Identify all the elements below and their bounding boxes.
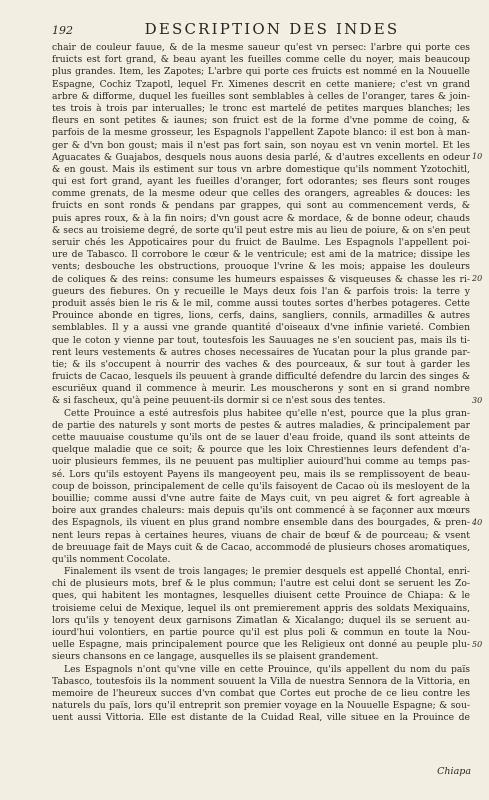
text-line: Les Espagnols n'ont qu'vne ville en cette Prouince, qu'ils appellent du nom du païs <box>64 663 470 675</box>
text-line: seruir chés les Appoticaires pour du fruict de Baulme. Les Espagnols l'appellent poi- <box>52 237 470 248</box>
text-line: Cette Prouince a esté autresfois plus habitee qu'elle n'est, pource que la plus gran- <box>64 407 470 419</box>
text-line: uoir plusieurs femmes, ils ne peuuent pas multiplier auiourd'hui comme au temps pas- <box>52 456 470 468</box>
text-line: des Espagnols, ils viuent en plus grand nombre ensemble dans des bourgades, & pren- <box>52 517 470 529</box>
text-line: memoire de l'heureux succes d'vn combat que Cortes eut proche de ce lieu contre les <box>52 687 470 699</box>
text-line: chair de couleur fauue, & de la mesme saueur qu'est vn persec: l'arbre qui porte ces <box>52 42 470 53</box>
text-line: ger & d'vn bon goust; mais il n'est pas fort sain, son noyau est vn venin mortel. Et les <box>52 139 470 151</box>
text-line: fruicts de Cacao, lesquels ils peuuent à grande difficulté defendre du larcin des singes & <box>52 371 470 383</box>
text-line: Tabasco, toutesfois ils la nomment souuent la Villa de nuestra Sennora de la Vittoria, en <box>52 675 470 687</box>
text-line: & si fascheux, qu'à peine peuuent-ils dormir si ce n'est sous des tentes. <box>52 395 386 407</box>
page-header <box>52 20 472 40</box>
text-line: & secs au troisieme degré, de sorte qu'il peut estre mis au lieu de poiure, & on s'en peut <box>52 224 470 236</box>
text-line: ure de Tabasco. Il corrobore le cœur & le ventricule; est ami de la matrice; dissipe les <box>52 249 470 261</box>
text-line: fruicts est fort grand, & beau ayant les fueilles comme celle du noyer, mais beaucoup <box>52 54 470 66</box>
text-line: chi de plusieurs mots, bref & le plus commun; l'autre est celui dont se seruent les Zo- <box>52 578 470 590</box>
text-line: Prouince abonde en tigres, lions, cerfs, dains, sangliers, connils, armadilles & autres <box>52 310 470 322</box>
catchword: Chiapa <box>437 766 471 777</box>
margin-line-number: 10 <box>472 151 483 161</box>
text-line: puis apres roux, & à la fin noirs; d'vn goust acre & mordace, & de bonne odeur, chauds <box>52 212 470 224</box>
text-line: Espagne, Cochiz Tzapotl, lequel Fr. Ximenes descrit en cette maniere; c'est vn grand <box>52 78 470 90</box>
text-line: plus grandes. Item, les Zapotes; L'arbre qui porte ces fruicts est nommé en la Nouuelle <box>52 66 470 78</box>
text-line: sé. Lors qu'ils estoyent Payens ils mangeoyent peu, mais ils se remplissoyent de beau- <box>52 468 470 480</box>
text-line: fruicts en sont ronds & pendans par grappes, qui sont au commencement verds, & <box>52 200 470 212</box>
margin-line-number: 50 <box>472 639 483 649</box>
running-head: DESCRIPTION DES INDES <box>144 20 400 38</box>
text-line: ques, qui habitent les montagnes, lesquelles diuisent cette Prouince de Chiapa: & le <box>52 590 470 602</box>
text-line: gueurs des fiebures. On y recueille le Mays deux fois l'an & parfois trois: la terre y <box>52 285 470 297</box>
text-line: comme grenats, de la mesme odeur que celles des orangers, agreables & douces: les <box>52 188 470 200</box>
body-text <box>52 42 470 762</box>
margin-line-number: 40 <box>472 517 483 527</box>
text-line: tie; & ils s'occupent à nourrir des vaches & des pourceaux, & sur tout à garder les <box>52 358 470 370</box>
text-line: boire aux grandes chaleurs: mais depuis qu'ils ont commencé à se façonner aux mœurs <box>52 505 470 517</box>
text-line: lors qu'ils y tenoyent deux garnisons Zimatlan & Xicalango; duquel ils se seruent au- <box>52 614 470 626</box>
text-line: Aguacates & Guajabos, desquels nous auons desia parlé, & d'autres excellents en odeur <box>52 151 470 163</box>
margin-line-number: 30 <box>472 395 483 405</box>
text-line: qu'ils nomment Cocolate. <box>52 553 171 565</box>
text-line: rent leurs vestements & autres choses necessaires de Yucatan pour la plus grande par- <box>52 346 470 358</box>
text-line: Finalement ils vsent de trois langages; le premier desquels est appellé Chontal, enri- <box>64 566 470 578</box>
text-line: parfois de la mesme grosseur, les Espagnols l'appellent Zapote blanco: il est bon à man- <box>52 127 470 139</box>
text-line: bouillie; comme aussi d'vne autre faite de Mays cuit, vn peu aigret & fort agreable à <box>52 492 470 504</box>
text-line: coup de boisson, principalement de celle qu'ils faisoyent de Cacao où ils mesloyent de la <box>52 480 470 492</box>
text-line: escuriëux quand il commence à meurir. Les mouscherons y sont en si grand nombre <box>52 383 470 395</box>
text-line: qui est fort grand, ayant les fueilles d'oranger, fort odorantes; ses fleurs sont rouges <box>52 176 470 188</box>
text-line: de breuuage fait de Mays cuit & de Cacao, accommodé de plusieurs choses aromatiques, <box>52 541 470 553</box>
text-line: nent leurs repas à certaines heures, viuans de chair de bœuf & de pourceau; & vsent <box>52 529 470 541</box>
text-line: fleurs en sont petites & iaunes; son fruict est de la forme d'vne pomme de coing, & <box>52 115 470 127</box>
text-line: de partie des naturels y sont morts de pestes & autres maladies, & principalement par <box>52 419 470 431</box>
page-number: 192 <box>52 24 73 37</box>
text-line: iourd'hui volontiers, en partie pource qu'il est plus poli & commun en toute la Nou- <box>52 627 470 638</box>
text-line: que le coton y vienne par tout, toutesfois les Sauuages ne s'en soucient pas, mais ils ti- <box>52 334 470 346</box>
text-line: & en goust. Mais ils estiment sur tous vn arbre domestique qu'ils nomment Yzotochitl, <box>52 163 470 175</box>
text-line: troisieme celui de Mexique, lequel ils ont premierement appris des soldats Mexiquains, <box>52 602 470 614</box>
text-line: vents; desbouche les obstructions, prouoque l'vrine & les mois; appaise les douleurs <box>52 261 470 273</box>
text-line: quelque maladie que ce soit; & pource que les loix Chrestiennes leurs defendent d'a- <box>52 444 470 456</box>
margin-line-number: 20 <box>472 273 483 283</box>
text-line: de coliques & des reins: consume les humeurs espaisses & visqueuses & chasse les ri- <box>52 273 470 285</box>
text-line: produit assés bien le ris & le mil, comme aussi toutes sortes d'herbes potageres. Cette <box>52 297 470 309</box>
text-line: arbre & difforme, duquel les fueilles sont semblables à celles de l'oranger, tares & join- <box>52 90 470 102</box>
text-line: tes trois à trois par interualles; le tronc est martelé de petites marques blanches; les <box>52 102 470 114</box>
text-line: cette mauuaise coustume qu'ils ont de se lauer d'eau froide, quand ils sont atteints de <box>52 432 470 443</box>
text-line: semblables. Il y a aussi vne grande quantité d'oiseaux d'vne infinie varieté. Combien <box>52 322 470 334</box>
text-line: uelle Espagne, mais principalement pource que les Religieux ont donné au peuple plu- <box>52 639 470 651</box>
text-line: sieurs chansons en ce langage, ausquelles ils se plaisent grandement. <box>52 651 379 663</box>
text-line: naturels du païs, lors qu'il entreprit son premier voyage en la Nouuelle Espagne; & sou- <box>52 700 470 712</box>
text-line: uent aussi Vittoria. Elle est distante de la Cuidad Real, ville situee en la Prouince de <box>52 712 470 724</box>
